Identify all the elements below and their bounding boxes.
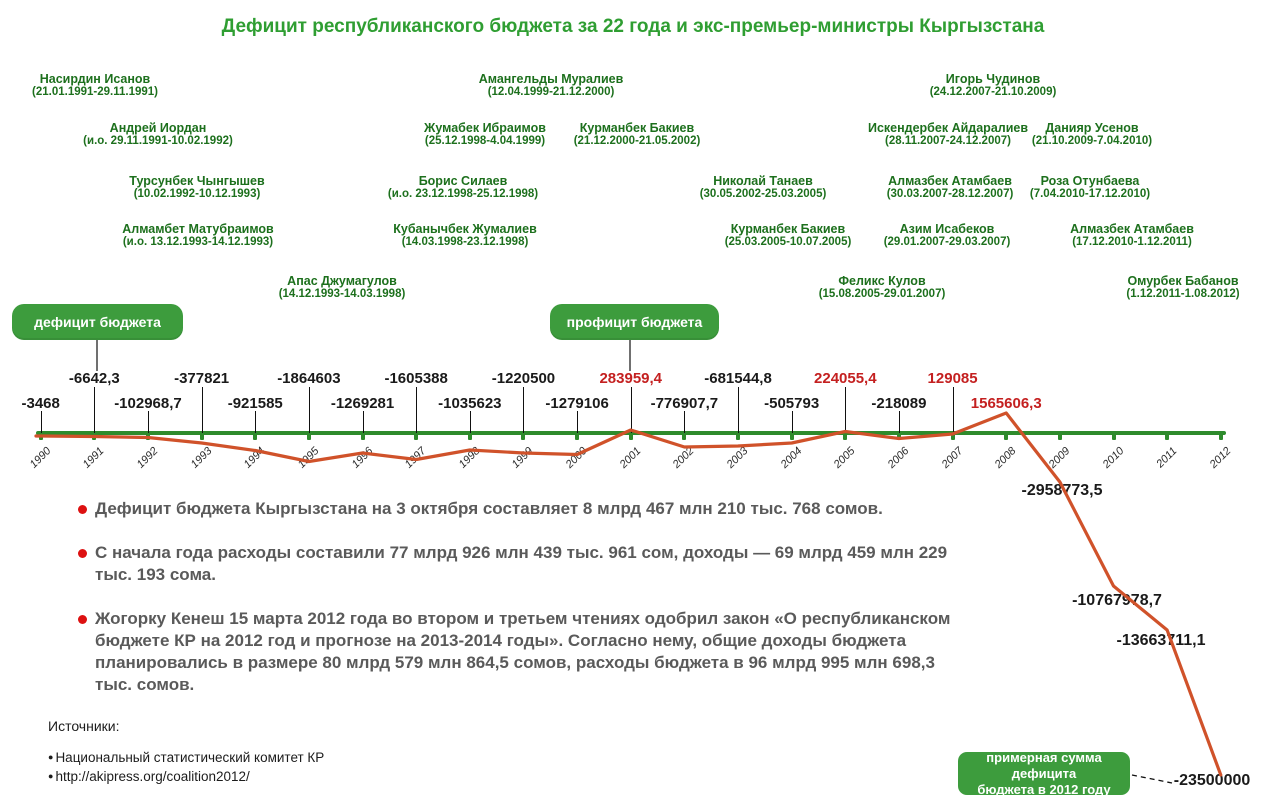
minister-dates: (21.10.2009-7.04.2010): [1031, 135, 1153, 147]
connector-line: [792, 411, 793, 433]
year-label: 2003: [724, 445, 751, 471]
year-label: 1996: [349, 445, 376, 471]
year-label: 2001: [617, 445, 644, 471]
year-label: 2010: [1100, 445, 1126, 471]
callout-line2: бюджета в 2012 году: [977, 781, 1111, 797]
year-tick: [682, 434, 686, 440]
sources-block: [48, 718, 324, 786]
year-tick: [200, 434, 204, 440]
connector-line: [202, 387, 203, 433]
minister-label: [479, 72, 624, 99]
minister-label: [122, 222, 273, 249]
value-label: -921585: [227, 395, 283, 412]
value-label: -681544,8: [704, 370, 772, 387]
value-label: -1864603: [277, 370, 341, 387]
value-label: -1035623: [438, 395, 502, 412]
year-tick: [951, 434, 955, 440]
minister-dates: (21.01.1991-29.11.1991): [32, 86, 158, 98]
minister-label: [884, 222, 1011, 249]
minister-dates: (и.о. 13.12.1993-14.12.1993): [122, 236, 274, 248]
minister-label: [1030, 174, 1150, 201]
value-label: 1565606,3: [970, 395, 1042, 412]
year-label: 2007: [939, 445, 966, 471]
year-label: 1993: [188, 445, 215, 471]
year-tick: [92, 434, 96, 440]
value-label: -3468: [21, 395, 60, 412]
year-label: 1999: [510, 445, 536, 471]
minister-dates: (12.04.1999-21.12.2000): [487, 86, 615, 98]
minister-label: [279, 274, 406, 301]
connector-line: [470, 411, 471, 433]
minister-dates: (и.о. 29.11.1991-10.02.1992): [83, 135, 233, 147]
deficit-legend-button[interactable]: [12, 304, 183, 340]
connector-line: [148, 411, 149, 433]
connector-line: [363, 411, 364, 433]
connector-line: [738, 387, 739, 433]
source-item: ● Национальный статистический комитет КР: [48, 748, 324, 767]
value-label: 224055,4: [814, 370, 877, 387]
minister-label: [725, 222, 852, 249]
value-label: -776907,7: [650, 395, 719, 412]
connector-line: [309, 387, 310, 433]
connector-line: [845, 387, 846, 433]
minister-dates: (15.08.2005-29.01.2007): [818, 288, 946, 300]
minister-label: [1126, 274, 1239, 301]
minister-dates: (14.12.1993-14.03.1998): [278, 288, 406, 300]
connector-line: [684, 411, 685, 433]
value-label: -23500000: [1173, 772, 1251, 789]
minister-name: Алмамбет Матубраимов: [122, 222, 274, 236]
sources-heading: Источники:: [48, 718, 120, 734]
year-tick: [521, 434, 525, 440]
year-tick: [843, 434, 847, 440]
minister-dates: (21.12.2000-21.05.2002): [573, 135, 701, 147]
value-label: -102968,7: [114, 395, 182, 412]
minister-dates: (14.03.1998-23.12.1998): [401, 236, 529, 248]
year-label: 2000: [563, 445, 590, 471]
year-tick: [1058, 434, 1062, 440]
year-tick: [253, 434, 257, 440]
minister-name: Роза Отунбаева: [1040, 174, 1140, 188]
minister-name: Алмазбек Атамбаев: [888, 174, 1012, 188]
minister-name: Искендербек Айдаралиев: [867, 121, 1029, 135]
year-tick: [575, 434, 579, 440]
callout-dash-line: [1132, 775, 1172, 783]
minister-dates: (28.11.2007-24.12.2007): [885, 135, 1011, 147]
deficit-2012-callout: [958, 749, 1130, 797]
connector-line: [577, 411, 578, 433]
year-tick: [414, 434, 418, 440]
summary-bullets: [78, 498, 973, 718]
minister-name: Курманбек Бакиев: [730, 222, 846, 236]
bullet-item: Дефицит бюджета Кыргызстана на 3 октября составляет 8 млрд 467 млн 210 тыс. 768 сомов.: [78, 498, 973, 520]
minister-label: [129, 174, 264, 201]
minister-label: [32, 72, 158, 99]
minister-dates: (30.05.2002-25.03.2005): [699, 188, 827, 200]
minister-name: Жумабек Ибраимов: [424, 121, 546, 135]
year-label: 2006: [885, 445, 912, 471]
minister-label: [83, 121, 233, 148]
year-label: 1998: [456, 445, 483, 471]
callout-line1: примерная сумма дефицита: [986, 749, 1102, 781]
year-tick: [468, 434, 472, 440]
year-label: 1991: [81, 445, 107, 471]
bullet-item: С начала года расходы составили 77 млрд 926 млн 439 тыс. 961 сом, доходы — 69 млрд 459 млн 229 тыс. 193 сома.: [78, 542, 973, 586]
connector-line: [953, 387, 954, 433]
minister-name: Курманбек Бакиев: [579, 121, 695, 135]
page-title: Дефицит республиканского бюджета за 22 года и экс-премьер-министры Кыргызстана: [221, 16, 1045, 37]
minister-name: Николай Танаев: [713, 174, 813, 188]
value-label: -218089: [871, 395, 927, 412]
minister-name: Омурбек Бабанов: [1127, 274, 1239, 288]
year-tick: [307, 434, 311, 440]
year-tick: [897, 434, 901, 440]
connector-line: [899, 411, 900, 433]
minister-label: [868, 121, 1028, 148]
value-label: -1605388: [384, 370, 448, 387]
minister-dates: (25.12.1998-4.04.1999): [424, 135, 546, 147]
year-label: 2002: [671, 445, 697, 471]
minister-label: [887, 174, 1014, 201]
minister-label: [819, 274, 946, 301]
connector-line: [416, 387, 417, 433]
minister-dates: (10.02.1992-10.12.1993): [133, 188, 261, 200]
minister-label: [574, 121, 701, 148]
minister-name: Азим Исабеков: [899, 222, 995, 236]
minister-label: [1070, 222, 1194, 249]
year-tick: [1004, 434, 1008, 440]
year-tick: [146, 434, 150, 440]
year-tick: [629, 434, 633, 440]
connector-line: [94, 387, 95, 433]
year-label: 1990: [27, 445, 54, 471]
minister-label: [393, 222, 537, 249]
year-label: 2012: [1207, 445, 1234, 471]
minister-name: Игорь Чудинов: [945, 72, 1041, 86]
value-label: -1269281: [330, 395, 395, 412]
year-label: 2004: [778, 445, 805, 471]
value-label: -505793: [764, 395, 820, 412]
value-label: -1220500: [491, 370, 556, 387]
year-label: 1992: [134, 445, 161, 471]
value-label: -6642,3: [68, 370, 120, 387]
year-label: 1995: [295, 445, 322, 471]
minister-dates: (25.03.2005-10.07.2005): [724, 236, 852, 248]
year-tick: [39, 434, 43, 440]
year-label: 2011: [1154, 445, 1180, 471]
minister-dates: (29.01.2007-29.03.2007): [883, 236, 1011, 248]
minister-dates: (и.о. 23.12.1998-25.12.1998): [387, 188, 539, 200]
year-tick: [790, 434, 794, 440]
minister-name: Андрей Иордан: [109, 121, 207, 135]
minister-name: Данияр Усенов: [1045, 121, 1139, 135]
value-label: -2958773,5: [1021, 482, 1103, 499]
year-label: 2009: [1046, 445, 1073, 471]
year-label: 2008: [992, 445, 1019, 471]
proficit-legend-label: профицит бюджета: [566, 314, 703, 330]
source-link[interactable]: ● http://akipress.org/coalition2012/: [48, 767, 324, 786]
bullet-item: Жогорку Кенеш 15 марта 2012 года во втором и третьем чтениях одобрил закон «О республиканском бюджете КР на 2012 год и прогнозе на 2013-2014 годы». Согласно нему, общие доходы бюджета планировались в размере 80 млрд 579 млн 864,5 сомов, расходы бюджета в 96 млрд 995 млн 698,3 тыс. сомов.: [78, 608, 973, 696]
minister-name: Амангельды Муралиев: [478, 72, 624, 86]
minister-label: [700, 174, 827, 201]
value-label: 129085: [927, 370, 978, 387]
value-label: 283959,4: [599, 370, 663, 387]
year-tick: [1112, 434, 1116, 440]
year-label: 2005: [831, 445, 858, 471]
year-tick: [361, 434, 365, 440]
year-label: 1997: [402, 445, 429, 471]
value-label: -10767978,7: [1072, 592, 1162, 609]
minister-dates: (7.04.2010-17.12.2010): [1029, 188, 1151, 200]
deficit-legend-label: дефицит бюджета: [34, 314, 161, 330]
minister-label: [1032, 121, 1152, 148]
proficit-legend-button[interactable]: [550, 304, 719, 340]
minister-label: [930, 72, 1057, 99]
connector-line: [631, 387, 632, 433]
year-tick: [1165, 434, 1169, 440]
minister-name: Алмазбек Атамбаев: [1070, 222, 1194, 236]
minister-name: Апас Джумагулов: [287, 274, 397, 288]
minister-dates: (24.12.2007-21.10.2009): [929, 86, 1057, 98]
value-label: -1279106: [545, 395, 609, 412]
minister-name: Феликс Кулов: [838, 274, 926, 288]
connector-line: [255, 411, 256, 433]
minister-dates: (1.12.2011-1.08.2012): [1126, 288, 1240, 300]
connector-line: [523, 387, 524, 433]
year-tick: [736, 434, 740, 440]
year-label: 1994: [241, 445, 268, 471]
value-label: -13663711,1: [1116, 632, 1206, 649]
minister-name: Борис Силаев: [418, 174, 508, 188]
year-tick: [1219, 434, 1223, 440]
value-label: -377821: [174, 370, 230, 387]
minister-dates: (17.12.2010-1.12.2011): [1072, 236, 1192, 248]
minister-name: Кубанычбек Жумалиев: [393, 222, 537, 236]
minister-name: Насирдин Исанов: [39, 72, 151, 86]
minister-label: [388, 174, 538, 201]
minister-label: [424, 121, 546, 148]
connector-line: [41, 411, 42, 433]
minister-dates: (30.03.2007-28.12.2007): [886, 188, 1014, 200]
minister-name: Турсунбек Чынгышев: [129, 174, 265, 188]
